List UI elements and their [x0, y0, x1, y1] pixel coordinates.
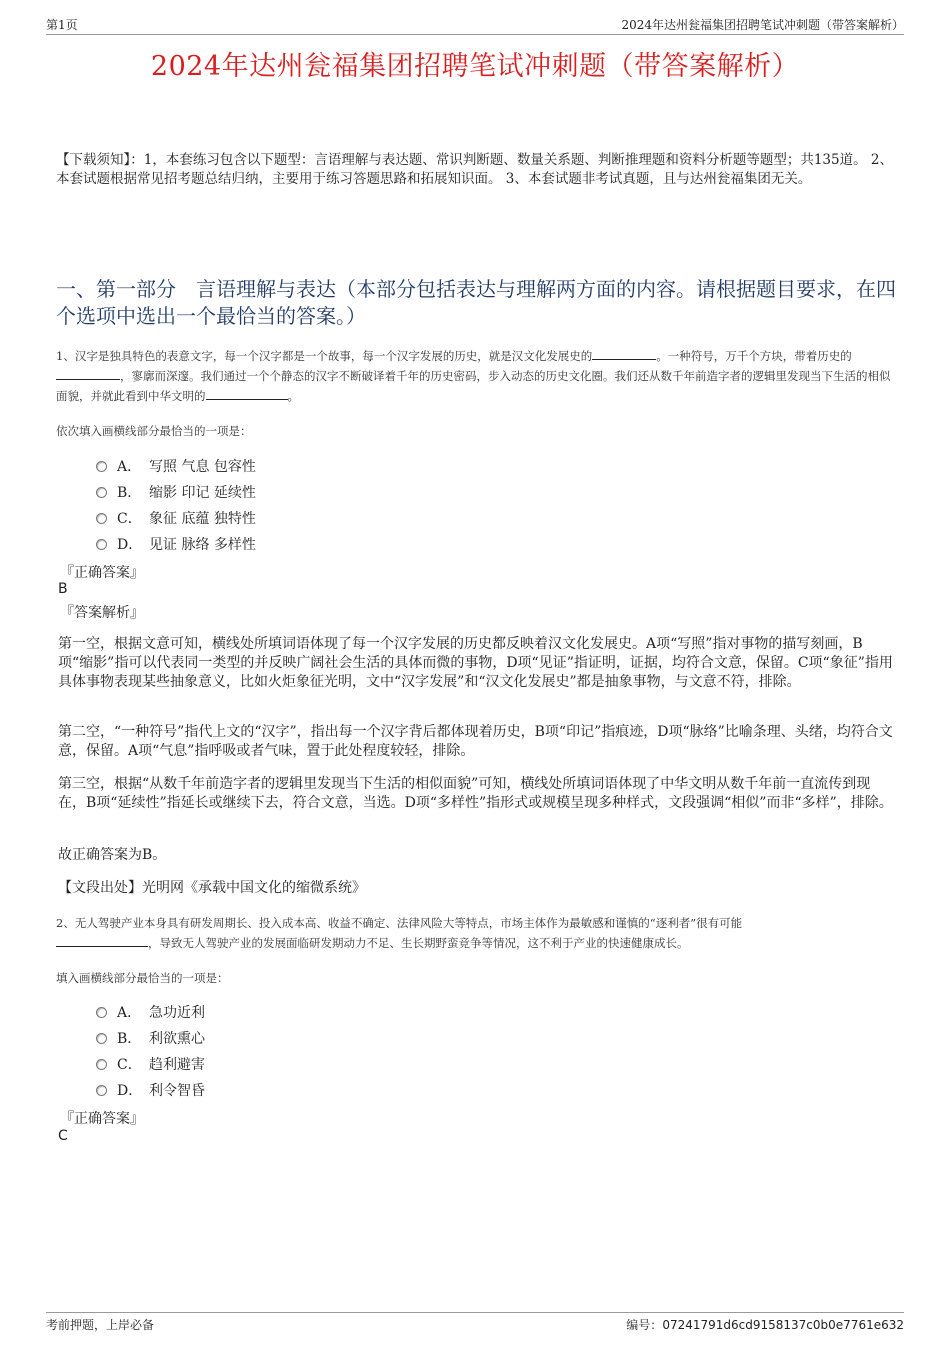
radio-button[interactable] [96, 513, 107, 524]
option-d[interactable] [96, 1077, 205, 1103]
option-key: B． [117, 1031, 142, 1047]
option-d[interactable] [96, 531, 256, 557]
option-a[interactable] [96, 999, 205, 1025]
question-2-options [96, 999, 205, 1103]
option-b[interactable] [96, 1025, 205, 1051]
radio-button[interactable] [96, 1033, 107, 1044]
option-text: 利令智昏 [149, 1083, 205, 1099]
blank-1 [56, 933, 148, 947]
option-text: 象征 底蕴 独特性 [149, 511, 256, 527]
page-footer [46, 1312, 904, 1335]
radio-button[interactable] [96, 461, 107, 472]
option-key: D． [117, 537, 143, 553]
blank-2 [56, 366, 120, 380]
passage-source: 【文段出处】光明网《承载中国文化的缩微系统》 [58, 880, 366, 896]
option-text: 利欲熏心 [149, 1031, 205, 1047]
radio-button[interactable] [96, 487, 107, 498]
download-notice: 【下载须知】：1，本套练习包含以下题型：言语理解与表达题、常识判断题、数量关系题、判断推理题和资料分析题等题型；共135道。 2、本套试题根据常见招考题总结归纳，主要用于练习答题思路和拓展知识面。 3、本套试题非考试真题，且与达州瓮福集团无关。 [56, 152, 893, 187]
page-header [46, 14, 904, 35]
option-text: 见证 脉络 多样性 [149, 537, 256, 553]
analysis-label: 『答案解析』 [60, 605, 144, 621]
question-2-text [56, 913, 896, 953]
question-1-part-2: 。一种符号，万千个方块，带着历史的 [656, 349, 852, 363]
radio-button[interactable] [96, 1059, 107, 1070]
question-1-text [56, 346, 896, 406]
question-2-part-1: 2、无人驾驶产业本身具有研发周期长、投入成本高、收益不确定、法律风险大等特点，市场主体作为最敏感和谨慎的“逐利者”很有可能 [56, 916, 743, 930]
radio-button[interactable] [96, 1085, 107, 1096]
option-text: 趋利避害 [149, 1057, 205, 1073]
option-a[interactable] [96, 453, 256, 479]
blank-3 [206, 386, 288, 400]
correct-answer-label: 『正确答案』 [60, 565, 144, 581]
analysis-conclusion: 故正确答案为B。 [58, 847, 167, 863]
option-key: B． [117, 485, 142, 501]
analysis-paragraph-3: 第三空，根据“从数千年前造字者的逻辑里发现当下生活的相似面貌”可知，横线处所填词语体现了中华文明从数千年前一直流传到现在，B项“延续性”指延长或继续下去，符合文意，当选。D项“多样性”指形式或规模呈现多种样式，文段强调“相似”而非“多样”，排除。 [58, 776, 893, 811]
document-code [626, 1316, 904, 1333]
option-key: D． [117, 1083, 143, 1099]
document-title: 2024年达州瓮福集团招聘笔试冲刺题（带答案解析） [150, 51, 800, 82]
correct-answer-label: 『正确答案』 [60, 1111, 144, 1127]
section-title: 一、第一部分 言语理解与表达（本部分包括表达与理解两方面的内容。请根据题目要求，在四个选项中选出一个最恰当的答案。） [56, 277, 896, 328]
page-number: 第1页 [46, 18, 78, 32]
correct-answer: C [58, 1128, 68, 1144]
question-1-part-4: 。 [287, 389, 299, 403]
question-1-part-3: ，寥廓而深邃。我们通过一个个静态的汉字不断破译着千年的历史密码，步入动态的历史文化圈。我们还从数千年前造字者的逻辑里发现当下生活的相似面貌，并就此看到中华文明的 [56, 369, 891, 403]
code-label: 编号： [626, 1318, 663, 1332]
option-text: 写照 气息 包容性 [149, 459, 256, 475]
blank-1 [592, 346, 656, 360]
option-key: C． [117, 1057, 142, 1073]
code-value: 07241791d6cd9158137c0b0e7761e632 [662, 1318, 904, 1332]
option-key: A． [117, 459, 142, 475]
header-doc-name: 2024年达州瓮福集团招聘笔试冲刺题（带答案解析） [621, 18, 904, 32]
question-1-part-1: 1、汉字是独具特色的表意文字，每一个汉字都是一个故事，每一个汉字发展的历史，就是汉文化发展史的 [56, 349, 593, 363]
question-1-options [96, 453, 256, 557]
option-c[interactable] [96, 505, 256, 531]
option-key: A． [117, 1005, 142, 1021]
radio-button[interactable] [96, 1007, 107, 1018]
correct-answer: B [58, 581, 68, 597]
analysis-paragraph-2: 第二空，“一种符号”指代上文的“汉字”，指出每一个汉字背后都体现着历史，B项“印记”指痕迹，D项“脉络”比喻条理、头绪，均符合文意，保留。A项“气息”指呼吸或者气味，置于此处程度较轻，排除。 [58, 724, 893, 759]
option-c[interactable] [96, 1051, 205, 1077]
option-text: 缩影 印记 延续性 [149, 485, 256, 501]
option-key: C． [117, 511, 142, 527]
footer-slogan: 考前押题，上岸必备 [46, 1318, 155, 1332]
question-1-prompt: 依次填入画横线部分最恰当的一项是： [56, 424, 252, 438]
analysis-paragraph-1: 第一空，根据文意可知，横线处所填词语体现了每一个汉字发展的历史都反映着汉文化发展史。A项“写照”指对事物的描写刻画，B项“缩影”指可以代表同一类型的并反映广阔社会生活的具体而微的事物，D项“见证”指证明，证据，均符合文意，保留。C项“象征”指用具体事物表现某些抽象意义，比如火炬象征光明，文中“汉字发展”和“汉文化发展史”都是抽象事物，与文意不符，排除。 [58, 636, 893, 690]
question-2-part-2: ，导致无人驾驶产业的发展面临研发期动力不足、生长期野蛮竞争等情况，这不利于产业的快速健康成长。 [148, 936, 689, 950]
radio-button[interactable] [96, 539, 107, 550]
option-b[interactable] [96, 479, 256, 505]
option-text: 急功近利 [149, 1005, 205, 1021]
question-2-prompt: 填入画横线部分最恰当的一项是： [56, 971, 229, 985]
